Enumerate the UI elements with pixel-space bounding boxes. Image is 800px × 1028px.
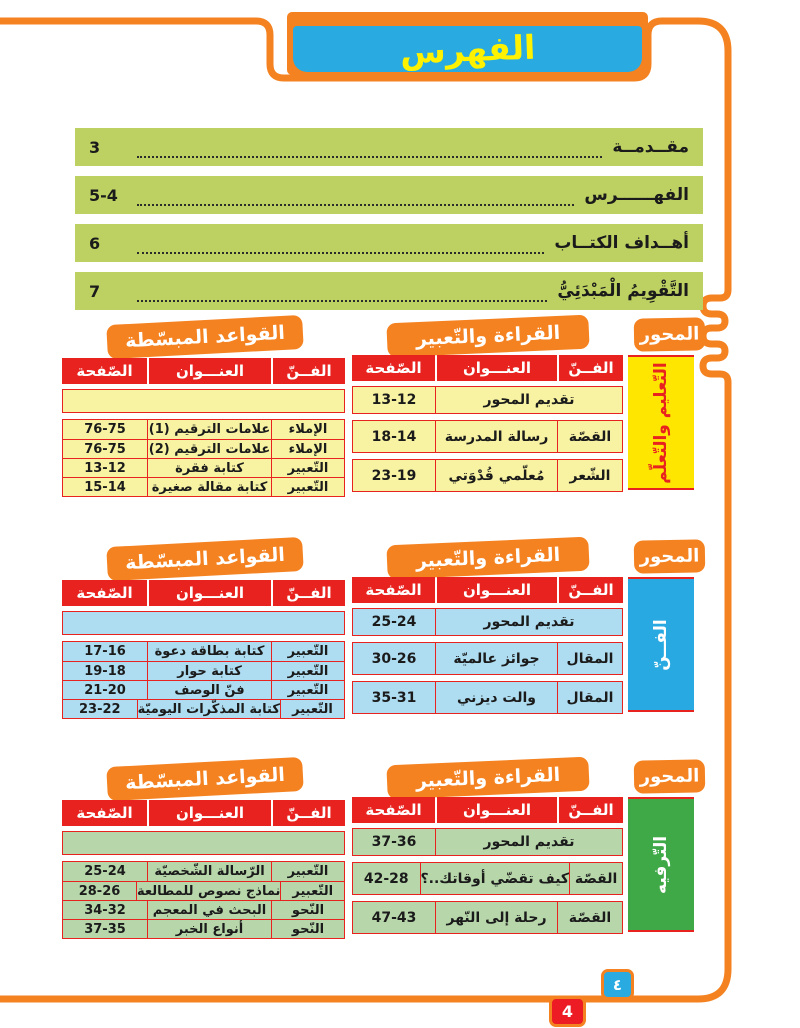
row-genre: الإملاء — [288, 441, 328, 457]
row-page: 76-75 — [63, 440, 148, 458]
list-item — [75, 272, 703, 310]
table-row — [63, 458, 344, 477]
empty-row — [62, 831, 345, 855]
intro-label: أهــداف الكتــاب — [554, 233, 689, 253]
page-number-badge-arabic: ٤ — [601, 969, 634, 1000]
row-title: كتابة حوار — [148, 662, 272, 680]
intro-page-number: 3 — [89, 137, 101, 157]
row-genre: المقال — [566, 650, 614, 667]
section-learning — [62, 321, 722, 495]
grammar-tab: القواعد المبسّطة — [106, 315, 304, 359]
intro-page-number: 6 — [89, 233, 101, 253]
row-page: 13-12 — [353, 387, 436, 413]
col-title: العنـــوان — [149, 800, 271, 826]
row-genre: التّعبير — [292, 883, 334, 899]
col-title: العنـــوان — [437, 577, 557, 603]
row-title: كتابة فقرة — [148, 459, 272, 477]
table-row — [63, 919, 344, 938]
row-page: 23-19 — [353, 460, 436, 491]
row-title: نماذج نصوص للمطالعة — [136, 883, 281, 899]
grammar-table — [62, 358, 345, 497]
col-title: العنـــوان — [149, 358, 271, 384]
row-title: علامات الترقيم (1) — [148, 422, 271, 437]
row-genre: التّعبير — [287, 479, 329, 495]
grammar-table — [62, 800, 345, 939]
row-genre: التّعبير — [287, 460, 329, 476]
table-row — [352, 862, 623, 895]
row-page: 42-28 — [353, 863, 421, 894]
row-title: جوائز عالميّة — [436, 643, 558, 674]
list-item — [75, 176, 703, 214]
theme-column — [628, 797, 694, 932]
row-title: والت ديزني — [436, 682, 558, 713]
col-genre: الفــنّ — [559, 797, 623, 823]
table-header — [62, 358, 345, 384]
empty-row — [62, 389, 345, 413]
table-row — [352, 901, 623, 934]
section-art — [62, 543, 722, 717]
row-title: أنواع الخبر — [148, 920, 272, 938]
row-page: 23-22 — [63, 700, 138, 718]
page-title: الفهرس — [399, 27, 536, 71]
row-genre: القصّة — [568, 909, 612, 926]
row-genre: النّحو — [291, 921, 325, 937]
row-genre: القصّة — [574, 870, 618, 887]
row-genre: الإملاء — [288, 422, 328, 437]
row-title: رحلة إلى النّهر — [436, 902, 558, 933]
row-title: رسالة المدرسة — [436, 421, 558, 452]
row-genre: التّعبير — [287, 663, 329, 679]
table-row — [63, 680, 344, 699]
col-page: الصّفحة — [352, 355, 435, 381]
row-page: 17-16 — [63, 642, 148, 661]
grammar-rows-block — [62, 419, 345, 497]
table-header — [352, 577, 623, 603]
table-row — [63, 477, 344, 496]
col-title: العنـــوان — [437, 355, 557, 381]
row-genre: التّعبير — [287, 682, 329, 698]
table-row — [63, 439, 344, 458]
row-page: 47-43 — [353, 902, 436, 933]
list-item — [75, 128, 703, 166]
intro-label: الفهــــــرس — [584, 185, 689, 205]
row-genre: التّعبير — [287, 864, 329, 879]
row-page: 30-26 — [353, 643, 436, 674]
table-row — [352, 420, 623, 453]
row-page: 37-36 — [353, 829, 436, 855]
list-item — [75, 224, 703, 262]
row-page: 34-32 — [63, 901, 148, 919]
row-page: 35-31 — [353, 682, 436, 713]
col-page: الصّفحة — [352, 797, 435, 823]
row-page: 37-35 — [63, 920, 148, 938]
col-title: العنـــوان — [149, 580, 271, 606]
row-title: تقديم المحور — [483, 614, 575, 630]
row-page: 21-20 — [63, 681, 148, 699]
grammar-table — [62, 580, 345, 719]
row-page: 76-75 — [63, 420, 148, 439]
dotted-leader — [137, 280, 547, 302]
row-title: مُعلّمي قُدْوَتي — [436, 460, 558, 491]
row-title: علامات الترقيم (2) — [148, 441, 271, 457]
row-title: كتابة مقالة صغيرة — [148, 478, 272, 496]
reading-table — [352, 797, 623, 934]
table-row — [352, 459, 623, 492]
row-genre: القصّة — [568, 428, 612, 445]
row-page: 18-14 — [353, 421, 436, 452]
table-row — [352, 828, 623, 856]
col-genre: الفــنّ — [559, 577, 623, 603]
reading-table — [352, 577, 623, 714]
intro-label: التَّقْوِيمُ الْمَبْدَئِيُّ — [557, 281, 689, 301]
table-row — [352, 608, 623, 636]
theme-label: التّعليم والتّعلّم — [651, 361, 671, 484]
col-title: العنـــوان — [437, 797, 557, 823]
reading-tab: القراءة والتّعبير — [386, 757, 589, 800]
col-page: الصّفحة — [62, 800, 147, 826]
row-genre: الشّعر — [569, 467, 611, 484]
row-title: تقديم المحور — [483, 834, 575, 850]
row-title: البحث في المعجم — [148, 901, 272, 919]
table-row — [63, 881, 344, 900]
intro-page-number: 5-4 — [89, 185, 118, 205]
intro-label: مقــدمــة — [612, 137, 689, 157]
grammar-tab: القواعد المبسّطة — [106, 537, 304, 581]
empty-row — [62, 611, 345, 635]
row-genre: المقال — [566, 689, 614, 706]
col-page: الصّفحة — [62, 580, 147, 606]
col-genre: الفــنّ — [273, 358, 345, 384]
row-title: تقديم المحور — [483, 392, 575, 408]
reading-tab: القراءة والتّعبير — [386, 537, 589, 580]
grammar-rows-block — [62, 861, 345, 939]
section-entertainment — [62, 763, 722, 937]
table-header — [352, 355, 623, 381]
axis-tab: المحور — [634, 759, 706, 793]
table-row — [352, 681, 623, 714]
col-page: الصّفحة — [352, 577, 435, 603]
table-row — [63, 642, 344, 661]
reading-table — [352, 355, 623, 492]
col-genre: الفــنّ — [273, 800, 345, 826]
row-genre: النّحو — [291, 902, 325, 918]
row-page: 28-26 — [63, 882, 137, 900]
axis-tab: المحور — [634, 317, 706, 351]
table-row — [352, 386, 623, 414]
dotted-leader — [137, 136, 602, 158]
table-header — [352, 797, 623, 823]
col-page: الصّفحة — [62, 358, 147, 384]
row-title: كتابة بطاقة دعوة — [148, 642, 272, 661]
table-row — [63, 661, 344, 680]
intro-list — [75, 128, 703, 320]
dotted-leader — [137, 184, 574, 206]
page-number-badge-western: 4 — [549, 996, 586, 1027]
theme-label: التّرفيه — [651, 835, 671, 894]
grammar-rows-block — [62, 641, 345, 719]
row-genre: التّعبير — [287, 644, 329, 659]
reading-tab: القراءة والتّعبير — [386, 315, 589, 358]
table-row — [63, 420, 344, 439]
page-title-box — [287, 12, 648, 75]
table-row — [63, 862, 344, 881]
table-row — [63, 900, 344, 919]
dotted-leader — [137, 232, 544, 254]
intro-page-number: 7 — [89, 281, 101, 301]
table-row — [63, 699, 344, 718]
row-title: الرّسالة الشّخصيّة — [148, 862, 272, 881]
title-blue-panel — [293, 26, 642, 72]
table-header — [62, 580, 345, 606]
theme-column — [628, 577, 694, 712]
row-title: فنّ الوصف — [148, 681, 272, 699]
row-page: 19-18 — [63, 662, 148, 680]
theme-label: الفــنّ — [651, 618, 671, 671]
row-page: 25-24 — [353, 609, 436, 635]
row-page: 13-12 — [63, 459, 148, 477]
col-genre: الفــنّ — [273, 580, 345, 606]
axis-tab: المحور — [634, 539, 706, 573]
table-header — [62, 800, 345, 826]
table-row — [352, 642, 623, 675]
col-genre: الفــنّ — [559, 355, 623, 381]
row-genre: التّعبير — [292, 701, 333, 717]
row-page: 15-14 — [63, 478, 148, 496]
theme-column — [628, 355, 694, 490]
grammar-tab: القواعد المبسّطة — [106, 757, 304, 801]
row-title: كيف تقضّي أوقاتك..؟ — [421, 863, 571, 894]
row-title: كتابة المذكّرات اليوميّة — [137, 701, 280, 717]
row-page: 25-24 — [63, 862, 148, 881]
